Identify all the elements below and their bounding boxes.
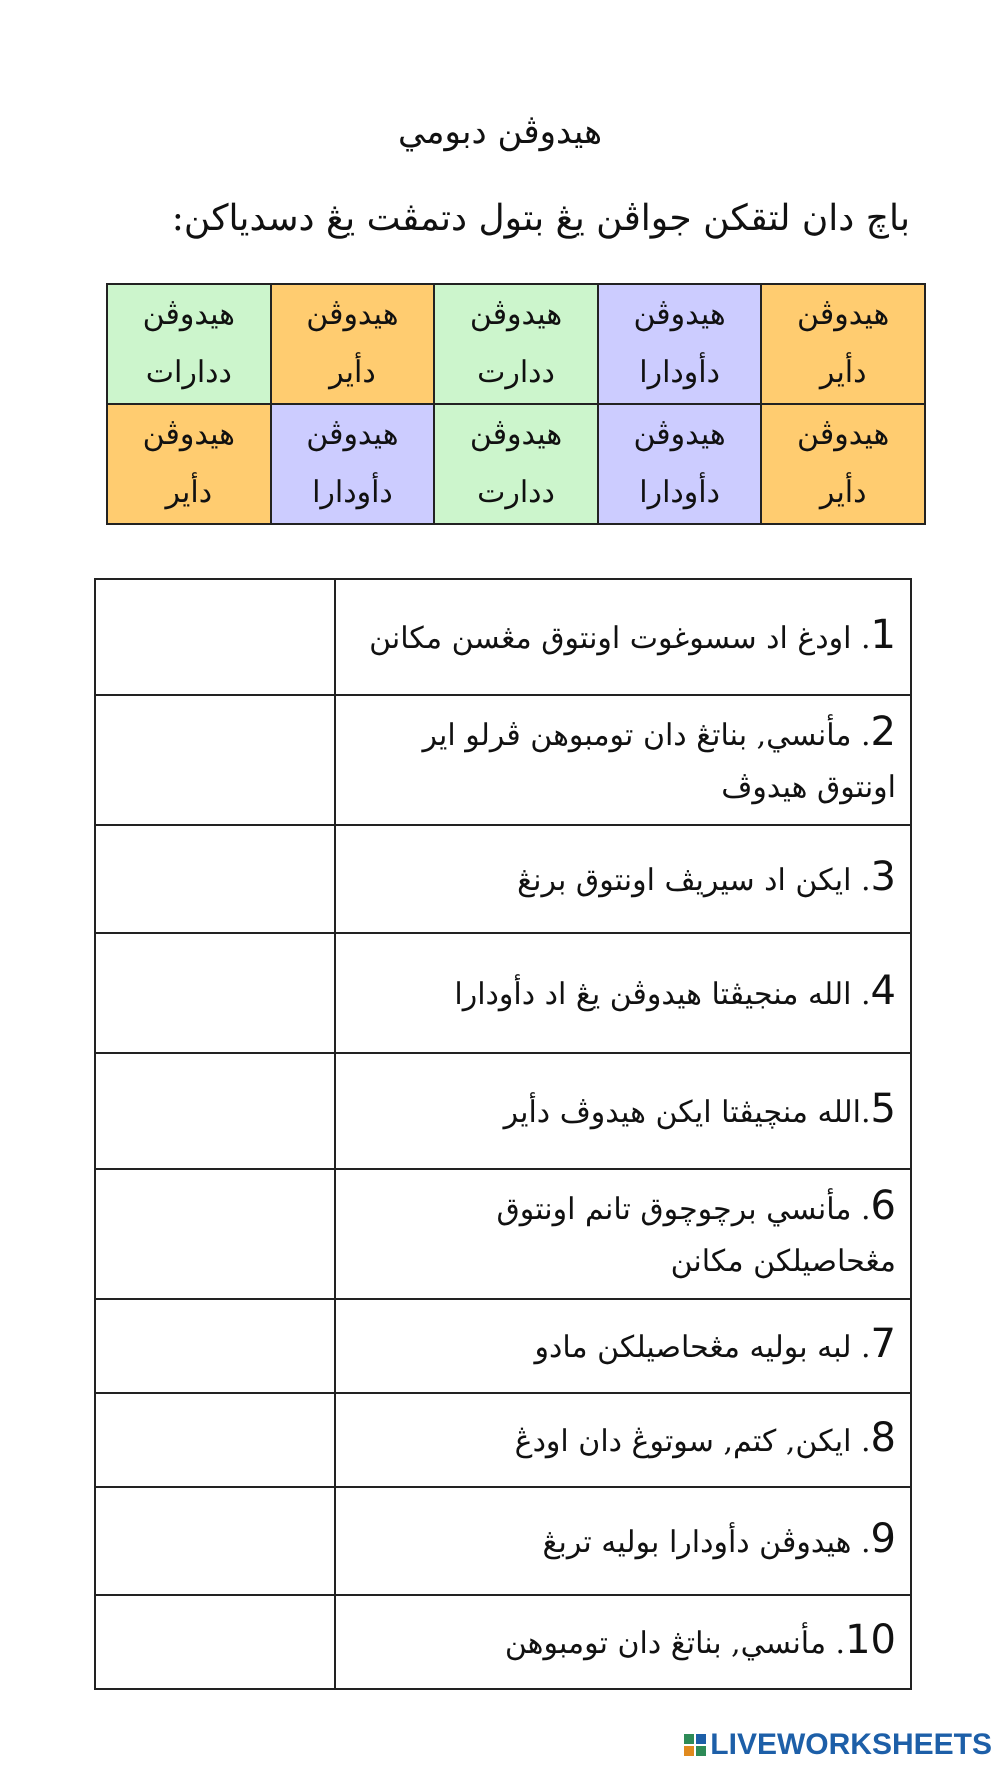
question-row	[95, 579, 911, 695]
answer-drop-box[interactable]	[95, 1487, 335, 1595]
word-bank-line-1: هيدوڤن	[633, 417, 726, 452]
answer-drop-box[interactable]	[95, 1393, 335, 1487]
word-bank-line-1: هيدوڤن	[142, 417, 235, 452]
answer-drop-box[interactable]	[95, 825, 335, 933]
question-number: 9	[870, 1516, 896, 1562]
answer-drop-box[interactable]	[95, 1169, 335, 1299]
word-bank-cell[interactable]	[434, 404, 598, 524]
question-row	[95, 933, 911, 1053]
question-row	[95, 1487, 911, 1595]
question-row	[95, 1169, 911, 1299]
question-number: 3	[870, 854, 896, 900]
answer-drop-box[interactable]	[95, 1595, 335, 1689]
question-text	[335, 1299, 911, 1393]
question-text	[335, 695, 911, 825]
logo-square	[684, 1746, 694, 1756]
question-text	[335, 1169, 911, 1299]
word-bank-line-2: ددارت	[477, 355, 555, 390]
word-bank-cell[interactable]	[598, 404, 762, 524]
word-bank-line-2: دأير	[819, 355, 867, 390]
question-text	[335, 1487, 911, 1595]
word-bank-line-2: دأير	[329, 355, 376, 390]
question-body: . مأنسي, بناتڠ دان تومبوهن	[504, 1626, 846, 1661]
question-row	[95, 1393, 911, 1487]
worksheet-title: هيدوڤن دبومي	[397, 112, 603, 152]
question-body: . الله منجيڤتا هيدوڤن يڠ اد دأودارا	[454, 977, 871, 1012]
liveworksheets-logo-icon	[684, 1734, 706, 1756]
question-text	[335, 1053, 911, 1169]
word-bank-cell[interactable]	[107, 284, 271, 404]
word-bank-cell[interactable]	[107, 404, 271, 524]
question-body: . مأنسي, بناتڠ دان تومبوهن ڤرلو اير اونتوق هيدوڤ	[422, 718, 896, 805]
question-text	[335, 1595, 911, 1689]
question-number: 4	[870, 968, 896, 1014]
word-bank-row	[107, 404, 925, 524]
word-bank-cell[interactable]	[598, 284, 762, 404]
question-number: 5	[870, 1086, 896, 1132]
question-body: .الله منچيڤتا ايكن هيدوڤ دأير	[503, 1095, 871, 1130]
word-bank-line-2: دأودارا	[639, 475, 720, 510]
logo-text: LIVEWORKSHEETS	[710, 1728, 992, 1761]
question-text	[335, 579, 911, 695]
word-bank-cell[interactable]	[434, 284, 598, 404]
question-body: . مأنسي برچوچوق تانم اونتوق مڠحاصيلكن مكانن	[496, 1192, 896, 1279]
word-bank-line-1: هيدوڤن	[797, 417, 890, 452]
liveworksheets-logo[interactable]	[684, 1728, 992, 1762]
logo-square	[696, 1734, 706, 1744]
question-number: 6	[870, 1183, 896, 1229]
question-number: 2	[870, 709, 896, 755]
word-bank-row	[107, 284, 925, 404]
answer-drop-box[interactable]	[95, 695, 335, 825]
question-number: 1	[870, 612, 896, 658]
word-bank-table	[106, 283, 926, 525]
question-text	[335, 933, 911, 1053]
word-bank-line-1: هيدوڤن	[797, 297, 890, 332]
answer-drop-box[interactable]	[95, 1299, 335, 1393]
question-body: . اودغ اد سسوغوت اونتوق مڠسن مكانن	[369, 621, 871, 656]
word-bank-cell[interactable]	[761, 404, 925, 524]
word-bank-line-2: دأودارا	[639, 355, 720, 390]
word-bank-line-1: هيدوڤن	[306, 297, 399, 332]
question-body: . لبه بوليه مڠحاصيلكن مادو	[534, 1330, 871, 1365]
instruction-text: باچ دان لتقكن جواڤن يڠ بتول دتمڤت يڠ دسدياكن:	[171, 198, 910, 239]
word-bank-line-1: هيدوڤن	[142, 297, 235, 332]
word-bank-line-1: هيدوڤن	[306, 417, 399, 452]
logo-square	[696, 1746, 706, 1756]
answer-drop-box[interactable]	[95, 1053, 335, 1169]
question-number: 7	[870, 1321, 896, 1367]
word-bank-line-1: هيدوڤن	[633, 297, 726, 332]
word-bank-line-2: دأودارا	[312, 475, 393, 510]
question-body: . ايكن, كتم, سوتوڠ دان اودڠ	[514, 1424, 871, 1459]
question-row	[95, 1299, 911, 1393]
question-body: . ايكن اد سيريڤ اونتوق برنڠ	[517, 863, 871, 898]
question-body: . هيدوڤن دأودارا بوليه تربڠ	[542, 1525, 871, 1560]
question-row	[95, 695, 911, 825]
question-row	[95, 825, 911, 933]
word-bank-line-1: هيدوڤن	[469, 297, 563, 332]
word-bank-cell[interactable]	[761, 284, 925, 404]
word-bank-line-2: دأير	[165, 475, 213, 510]
question-text	[335, 1393, 911, 1487]
question-row	[95, 1595, 911, 1689]
word-bank-line-2: ددارت	[477, 475, 555, 510]
question-row	[95, 1053, 911, 1169]
question-number: 10	[845, 1617, 896, 1663]
logo-square	[684, 1734, 694, 1744]
answer-drop-box[interactable]	[95, 933, 335, 1053]
word-bank-line-1: هيدوڤن	[469, 417, 563, 452]
question-text	[335, 825, 911, 933]
question-number: 8	[870, 1415, 896, 1461]
word-bank-cell[interactable]	[271, 404, 435, 524]
word-bank-line-2: دأير	[819, 475, 867, 510]
word-bank-line-2: ددارات	[145, 355, 232, 390]
word-bank-cell[interactable]	[271, 284, 435, 404]
question-table	[94, 578, 912, 1690]
answer-drop-box[interactable]	[95, 579, 335, 695]
